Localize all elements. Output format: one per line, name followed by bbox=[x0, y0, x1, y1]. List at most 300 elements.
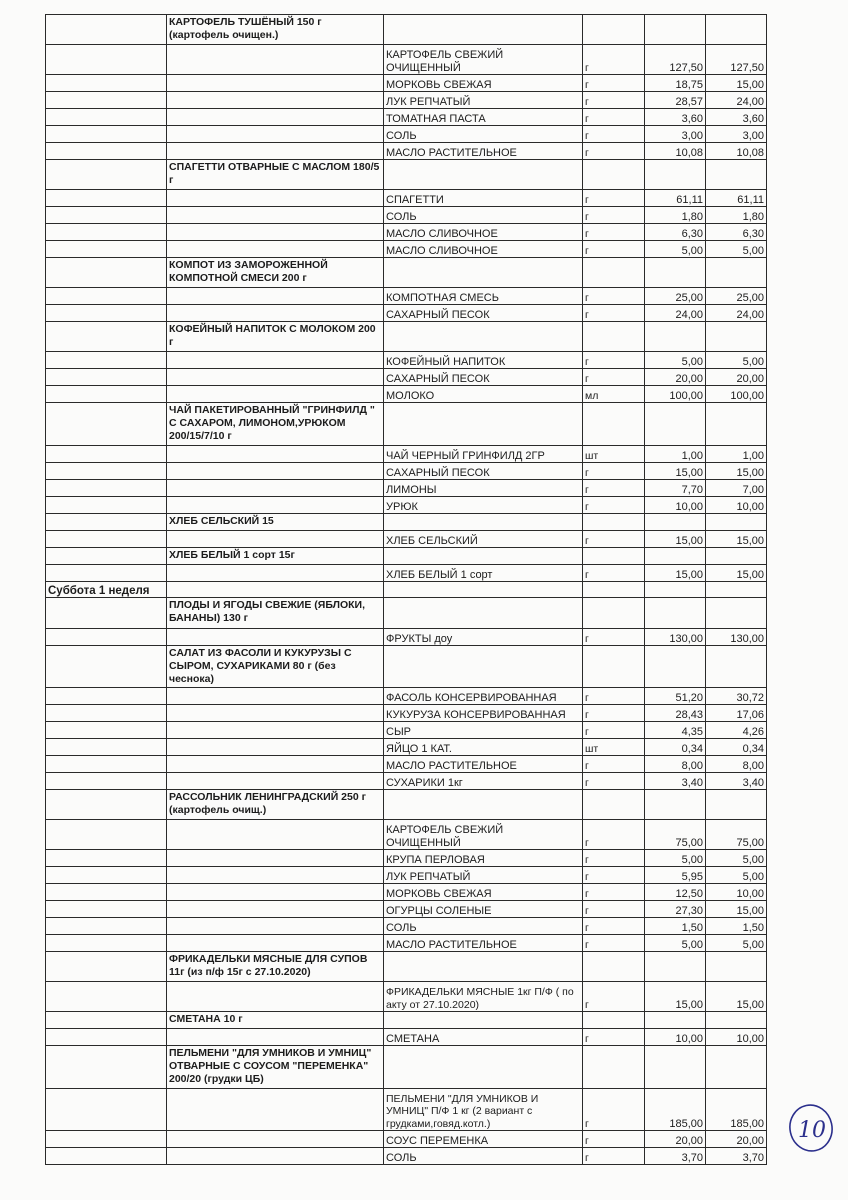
ingredient-row bbox=[46, 305, 767, 322]
unit: г bbox=[583, 935, 645, 952]
ingredient-name: МОЛОКО bbox=[384, 386, 583, 403]
empty-cell bbox=[645, 646, 706, 688]
dish-cell bbox=[167, 867, 384, 884]
gross-weight: 6,30 bbox=[645, 224, 706, 241]
gross-weight: 4,35 bbox=[645, 722, 706, 739]
gross-weight: 18,75 bbox=[645, 75, 706, 92]
ingredient-row bbox=[46, 1089, 767, 1131]
net-weight: 8,00 bbox=[706, 756, 767, 773]
ingredient-row bbox=[46, 386, 767, 403]
dish-row bbox=[46, 514, 767, 531]
unit: г bbox=[583, 369, 645, 386]
table-body bbox=[46, 15, 767, 1165]
gross-weight: 1,50 bbox=[645, 918, 706, 935]
unit: г bbox=[583, 867, 645, 884]
day-cell bbox=[46, 688, 167, 705]
ingredient-name: ФРУКТЫ доу bbox=[384, 629, 583, 646]
dish-row bbox=[46, 548, 767, 565]
dish-cell bbox=[167, 207, 384, 224]
empty-cell bbox=[706, 514, 767, 531]
empty-cell bbox=[384, 790, 583, 820]
ingredient-name: КРУПА ПЕРЛОВАЯ bbox=[384, 850, 583, 867]
empty-cell bbox=[706, 258, 767, 288]
unit: г bbox=[583, 288, 645, 305]
dish-cell bbox=[167, 756, 384, 773]
net-weight: 0,34 bbox=[706, 739, 767, 756]
ingredient-name: МАСЛО СЛИВОЧНОЕ bbox=[384, 241, 583, 258]
ingredient-row bbox=[46, 480, 767, 497]
unit: г bbox=[583, 126, 645, 143]
unit: г bbox=[583, 480, 645, 497]
ingredient-row bbox=[46, 1131, 767, 1148]
day-cell bbox=[46, 322, 167, 352]
day-cell bbox=[46, 952, 167, 982]
day-cell bbox=[46, 773, 167, 790]
gross-weight: 1,80 bbox=[645, 207, 706, 224]
dish-name: СПАГЕТТИ ОТВАРНЫЕ С МАСЛОМ 180/5 г bbox=[167, 160, 384, 190]
dish-row bbox=[46, 403, 767, 446]
net-weight: 17,06 bbox=[706, 705, 767, 722]
net-weight: 5,00 bbox=[706, 935, 767, 952]
empty-cell bbox=[645, 403, 706, 446]
ingredient-name: СОЛЬ bbox=[384, 126, 583, 143]
ingredient-row bbox=[46, 207, 767, 224]
empty-cell bbox=[706, 322, 767, 352]
empty-cell bbox=[384, 1046, 583, 1089]
ingredient-name: ХЛЕБ БЕЛЫЙ 1 сорт bbox=[384, 565, 583, 582]
dish-cell bbox=[167, 224, 384, 241]
day-cell bbox=[46, 646, 167, 688]
empty-cell bbox=[706, 1012, 767, 1029]
gross-weight: 8,00 bbox=[645, 756, 706, 773]
gross-weight: 0,34 bbox=[645, 739, 706, 756]
dish-cell bbox=[167, 705, 384, 722]
empty-cell bbox=[384, 548, 583, 565]
ingredient-row bbox=[46, 241, 767, 258]
empty-cell bbox=[384, 15, 583, 45]
dish-cell bbox=[167, 688, 384, 705]
net-weight: 3,70 bbox=[706, 1148, 767, 1165]
empty-cell bbox=[706, 15, 767, 45]
day-cell bbox=[46, 982, 167, 1012]
unit: г bbox=[583, 207, 645, 224]
gross-weight: 5,00 bbox=[645, 241, 706, 258]
day-cell bbox=[46, 463, 167, 480]
dish-row bbox=[46, 790, 767, 820]
ingredient-name: ЛУК РЕПЧАТЫЙ bbox=[384, 867, 583, 884]
day-cell bbox=[46, 790, 167, 820]
day-cell bbox=[46, 629, 167, 646]
gross-weight: 24,00 bbox=[645, 305, 706, 322]
day-cell bbox=[46, 548, 167, 565]
ingredient-name: КОМПОТНАЯ СМЕСЬ bbox=[384, 288, 583, 305]
empty-cell bbox=[384, 952, 583, 982]
day-cell bbox=[46, 850, 167, 867]
unit: г bbox=[583, 850, 645, 867]
gross-weight: 5,00 bbox=[645, 352, 706, 369]
net-weight: 15,00 bbox=[706, 982, 767, 1012]
dish-row bbox=[46, 322, 767, 352]
net-weight: 15,00 bbox=[706, 565, 767, 582]
day-cell bbox=[46, 598, 167, 629]
empty-cell bbox=[583, 403, 645, 446]
ingredient-name: САХАРНЫЙ ПЕСОК bbox=[384, 369, 583, 386]
empty-cell bbox=[384, 514, 583, 531]
day-cell bbox=[46, 352, 167, 369]
empty-cell bbox=[645, 582, 706, 598]
empty-cell bbox=[645, 258, 706, 288]
day-cell bbox=[46, 531, 167, 548]
ingredient-row bbox=[46, 288, 767, 305]
dish-cell bbox=[167, 386, 384, 403]
ingredient-name: СОЛЬ bbox=[384, 918, 583, 935]
unit: г bbox=[583, 109, 645, 126]
dish-cell bbox=[167, 1131, 384, 1148]
dish-name: РАССОЛЬНИК ЛЕНИНГРАДСКИЙ 250 г (картофель очищ.) bbox=[167, 790, 384, 820]
ingredient-name: САХАРНЫЙ ПЕСОК bbox=[384, 305, 583, 322]
ingredient-row bbox=[46, 143, 767, 160]
ingredient-row bbox=[46, 497, 767, 514]
dish-cell bbox=[167, 446, 384, 463]
unit: г bbox=[583, 143, 645, 160]
ingredient-row bbox=[46, 756, 767, 773]
ingredient-row bbox=[46, 109, 767, 126]
net-weight: 1,00 bbox=[706, 446, 767, 463]
empty-cell bbox=[645, 952, 706, 982]
dish-cell bbox=[167, 773, 384, 790]
gross-weight: 28,57 bbox=[645, 92, 706, 109]
dish-cell bbox=[167, 982, 384, 1012]
unit: г bbox=[583, 1089, 645, 1131]
ingredient-row bbox=[46, 565, 767, 582]
ingredient-name: ОГУРЦЫ СОЛЕНЫЕ bbox=[384, 901, 583, 918]
empty-cell bbox=[706, 548, 767, 565]
ingredient-row bbox=[46, 850, 767, 867]
ingredient-row bbox=[46, 773, 767, 790]
day-cell bbox=[46, 1012, 167, 1029]
ingredient-row bbox=[46, 126, 767, 143]
gross-weight: 127,50 bbox=[645, 45, 706, 75]
gross-weight: 7,70 bbox=[645, 480, 706, 497]
ingredient-name: МАСЛО СЛИВОЧНОЕ bbox=[384, 224, 583, 241]
dish-cell bbox=[167, 884, 384, 901]
unit: г bbox=[583, 705, 645, 722]
day-cell bbox=[46, 918, 167, 935]
gross-weight: 3,40 bbox=[645, 773, 706, 790]
net-weight: 61,11 bbox=[706, 190, 767, 207]
dish-cell bbox=[167, 820, 384, 850]
unit: г bbox=[583, 756, 645, 773]
net-weight: 1,50 bbox=[706, 918, 767, 935]
ingredient-row bbox=[46, 531, 767, 548]
net-weight: 10,00 bbox=[706, 1029, 767, 1046]
gross-weight: 100,00 bbox=[645, 386, 706, 403]
ingredient-row bbox=[46, 722, 767, 739]
ingredient-name: СОЛЬ bbox=[384, 1148, 583, 1165]
dish-cell bbox=[167, 126, 384, 143]
unit: г bbox=[583, 224, 645, 241]
ingredient-name: ЛУК РЕПЧАТЫЙ bbox=[384, 92, 583, 109]
unit: шт bbox=[583, 739, 645, 756]
ingredient-name: ФАСОЛЬ КОНСЕРВИРОВАННАЯ bbox=[384, 688, 583, 705]
day-cell bbox=[46, 867, 167, 884]
empty-cell bbox=[583, 258, 645, 288]
gross-weight: 130,00 bbox=[645, 629, 706, 646]
ingredient-row bbox=[46, 352, 767, 369]
unit: мл bbox=[583, 386, 645, 403]
ingredient-row bbox=[46, 629, 767, 646]
empty-cell bbox=[583, 548, 645, 565]
empty-cell bbox=[583, 598, 645, 629]
dish-cell bbox=[167, 850, 384, 867]
day-cell bbox=[46, 190, 167, 207]
unit: г bbox=[583, 982, 645, 1012]
gross-weight: 15,00 bbox=[645, 982, 706, 1012]
ingredient-row bbox=[46, 982, 767, 1012]
net-weight: 127,50 bbox=[706, 45, 767, 75]
ingredient-row bbox=[46, 867, 767, 884]
dish-cell bbox=[167, 305, 384, 322]
empty-cell bbox=[384, 1012, 583, 1029]
day-cell bbox=[46, 224, 167, 241]
day-cell bbox=[46, 241, 167, 258]
empty-cell bbox=[645, 15, 706, 45]
dish-cell bbox=[167, 918, 384, 935]
net-weight: 5,00 bbox=[706, 867, 767, 884]
empty-cell bbox=[384, 403, 583, 446]
ingredient-name: КУКУРУЗА КОНСЕРВИРОВАННАЯ bbox=[384, 705, 583, 722]
gross-weight: 10,00 bbox=[645, 497, 706, 514]
ingredient-row bbox=[46, 739, 767, 756]
ingredient-name: САХАРНЫЙ ПЕСОК bbox=[384, 463, 583, 480]
day-cell bbox=[46, 565, 167, 582]
unit: г bbox=[583, 773, 645, 790]
empty-cell bbox=[384, 258, 583, 288]
unit: г bbox=[583, 531, 645, 548]
empty-cell bbox=[384, 160, 583, 190]
dish-cell bbox=[167, 480, 384, 497]
day-cell bbox=[46, 497, 167, 514]
dish-cell bbox=[167, 241, 384, 258]
unit: г bbox=[583, 241, 645, 258]
dish-row bbox=[46, 646, 767, 688]
dish-cell bbox=[167, 92, 384, 109]
day-cell bbox=[46, 386, 167, 403]
day-cell bbox=[46, 143, 167, 160]
dish-cell bbox=[167, 369, 384, 386]
ingredient-row bbox=[46, 901, 767, 918]
empty-cell bbox=[645, 790, 706, 820]
dish-row bbox=[46, 1046, 767, 1089]
unit: г bbox=[583, 190, 645, 207]
empty-cell bbox=[384, 646, 583, 688]
unit: г bbox=[583, 305, 645, 322]
day-cell bbox=[46, 1029, 167, 1046]
empty-cell bbox=[645, 1046, 706, 1089]
net-weight: 10,00 bbox=[706, 497, 767, 514]
dish-name: ХЛЕБ БЕЛЫЙ 1 сорт 15г bbox=[167, 548, 384, 565]
dish-name: КАРТОФЕЛЬ ТУШЁНЫЙ 150 г (картофель очищен.) bbox=[167, 15, 384, 45]
empty-cell bbox=[645, 322, 706, 352]
ingredient-name: СПАГЕТТИ bbox=[384, 190, 583, 207]
dish-name: ЧАЙ ПАКЕТИРОВАННЫЙ "ГРИНФИЛД " С САХАРОМ, ЛИМОНОМ,УРЮКОМ 200/15/7/10 г bbox=[167, 403, 384, 446]
gross-weight: 3,60 bbox=[645, 109, 706, 126]
ingredient-name: КАРТОФЕЛЬ СВЕЖИЙ ОЧИЩЕННЫЙ bbox=[384, 45, 583, 75]
gross-weight: 27,30 bbox=[645, 901, 706, 918]
unit: г bbox=[583, 918, 645, 935]
unit: г bbox=[583, 565, 645, 582]
day-cell bbox=[46, 1089, 167, 1131]
ingredient-row bbox=[46, 224, 767, 241]
unit: г bbox=[583, 1029, 645, 1046]
unit: г bbox=[583, 1131, 645, 1148]
dish-cell bbox=[167, 497, 384, 514]
unit: г bbox=[583, 352, 645, 369]
day-cell bbox=[46, 480, 167, 497]
ingredient-name: ЯЙЦО 1 КАТ. bbox=[384, 739, 583, 756]
dish-row bbox=[46, 15, 767, 45]
ingredient-name: УРЮК bbox=[384, 497, 583, 514]
net-weight: 15,00 bbox=[706, 531, 767, 548]
unit: г bbox=[583, 75, 645, 92]
empty-cell bbox=[706, 790, 767, 820]
net-weight: 10,00 bbox=[706, 884, 767, 901]
gross-weight: 28,43 bbox=[645, 705, 706, 722]
net-weight: 4,26 bbox=[706, 722, 767, 739]
net-weight: 15,00 bbox=[706, 75, 767, 92]
net-weight: 15,00 bbox=[706, 463, 767, 480]
dish-cell bbox=[167, 935, 384, 952]
unit: г bbox=[583, 901, 645, 918]
day-cell bbox=[46, 92, 167, 109]
net-weight: 7,00 bbox=[706, 480, 767, 497]
empty-cell bbox=[645, 160, 706, 190]
ingredient-name: СОУС ПЕРЕМЕНКА bbox=[384, 1131, 583, 1148]
empty-cell bbox=[583, 160, 645, 190]
empty-cell bbox=[645, 1012, 706, 1029]
ingredient-name: МОРКОВЬ СВЕЖАЯ bbox=[384, 75, 583, 92]
dish-cell bbox=[167, 190, 384, 207]
ingredient-row bbox=[46, 369, 767, 386]
net-weight: 100,00 bbox=[706, 386, 767, 403]
net-weight: 5,00 bbox=[706, 241, 767, 258]
dish-row bbox=[46, 258, 767, 288]
day-cell bbox=[46, 369, 167, 386]
unit: шт bbox=[583, 446, 645, 463]
dish-row bbox=[46, 952, 767, 982]
gross-weight: 1,00 bbox=[645, 446, 706, 463]
net-weight: 24,00 bbox=[706, 305, 767, 322]
net-weight: 24,00 bbox=[706, 92, 767, 109]
unit: г bbox=[583, 1148, 645, 1165]
gross-weight: 15,00 bbox=[645, 565, 706, 582]
ingredient-row bbox=[46, 446, 767, 463]
net-weight: 1,80 bbox=[706, 207, 767, 224]
ingredient-name: МАСЛО РАСТИТЕЛЬНОЕ bbox=[384, 935, 583, 952]
day-cell bbox=[46, 403, 167, 446]
day-header-row bbox=[46, 582, 767, 598]
ingredient-name: МАСЛО РАСТИТЕЛЬНОЕ bbox=[384, 756, 583, 773]
dish-row bbox=[46, 160, 767, 190]
gross-weight: 5,95 bbox=[645, 867, 706, 884]
day-cell bbox=[46, 756, 167, 773]
day-cell bbox=[46, 288, 167, 305]
net-weight: 30,72 bbox=[706, 688, 767, 705]
ingredient-row bbox=[46, 1148, 767, 1165]
day-cell bbox=[46, 722, 167, 739]
ingredient-row bbox=[46, 820, 767, 850]
dish-cell bbox=[167, 901, 384, 918]
unit: г bbox=[583, 820, 645, 850]
empty-cell bbox=[583, 582, 645, 598]
ingredient-row bbox=[46, 190, 767, 207]
day-cell bbox=[46, 109, 167, 126]
gross-weight: 185,00 bbox=[645, 1089, 706, 1131]
empty-cell bbox=[706, 598, 767, 629]
empty-cell bbox=[167, 582, 384, 598]
menu-ingredients-table bbox=[45, 14, 767, 1165]
empty-cell bbox=[645, 514, 706, 531]
dish-cell bbox=[167, 45, 384, 75]
unit: г bbox=[583, 884, 645, 901]
unit: г bbox=[583, 629, 645, 646]
day-cell bbox=[46, 820, 167, 850]
ingredient-name: МАСЛО РАСТИТЕЛЬНОЕ bbox=[384, 143, 583, 160]
ingredient-name: ФРИКАДЕЛЬКИ МЯСНЫЕ 1кг П/Ф ( по акту от 27.10.2020) bbox=[384, 982, 583, 1012]
empty-cell bbox=[706, 403, 767, 446]
ingredient-name: СУХАРИКИ 1кг bbox=[384, 773, 583, 790]
gross-weight: 10,08 bbox=[645, 143, 706, 160]
page-number-text: 10 bbox=[798, 1118, 826, 1143]
empty-cell bbox=[384, 322, 583, 352]
dish-cell bbox=[167, 1029, 384, 1046]
dish-name: САЛАТ ИЗ ФАСОЛИ И КУКУРУЗЫ С СЫРОМ, СУХАРИКАМИ 80 г (без чеснока) bbox=[167, 646, 384, 688]
day-cell bbox=[46, 1131, 167, 1148]
empty-cell bbox=[583, 322, 645, 352]
ingredient-name: ПЕЛЬМЕНИ "ДЛЯ УМНИКОВ И УМНИЦ" П/Ф 1 кг (2 вариант с грудками,говяд.котл.) bbox=[384, 1089, 583, 1131]
empty-cell bbox=[583, 790, 645, 820]
dish-cell bbox=[167, 109, 384, 126]
dish-name: СМЕТАНА 10 г bbox=[167, 1012, 384, 1029]
empty-cell bbox=[706, 952, 767, 982]
day-cell bbox=[46, 705, 167, 722]
gross-weight: 3,70 bbox=[645, 1148, 706, 1165]
ingredient-row bbox=[46, 918, 767, 935]
ingredient-row bbox=[46, 75, 767, 92]
net-weight: 6,30 bbox=[706, 224, 767, 241]
ingredient-name: КОФЕЙНЫЙ НАПИТОК bbox=[384, 352, 583, 369]
dish-cell bbox=[167, 352, 384, 369]
empty-cell bbox=[384, 582, 583, 598]
net-weight: 10,08 bbox=[706, 143, 767, 160]
gross-weight: 5,00 bbox=[645, 850, 706, 867]
ingredient-row bbox=[46, 705, 767, 722]
unit: г bbox=[583, 45, 645, 75]
ingredient-name: ЛИМОНЫ bbox=[384, 480, 583, 497]
dish-cell bbox=[167, 565, 384, 582]
day-cell bbox=[46, 1148, 167, 1165]
day-cell bbox=[46, 15, 167, 45]
dish-name: КОМПОТ ИЗ ЗАМОРОЖЕННОЙ КОМПОТНОЙ СМЕСИ 200 г bbox=[167, 258, 384, 288]
ingredient-row bbox=[46, 688, 767, 705]
dish-cell bbox=[167, 739, 384, 756]
ingredient-name: СМЕТАНА bbox=[384, 1029, 583, 1046]
gross-weight: 15,00 bbox=[645, 531, 706, 548]
empty-cell bbox=[583, 952, 645, 982]
empty-cell bbox=[384, 598, 583, 629]
ingredient-row bbox=[46, 92, 767, 109]
day-cell bbox=[46, 884, 167, 901]
